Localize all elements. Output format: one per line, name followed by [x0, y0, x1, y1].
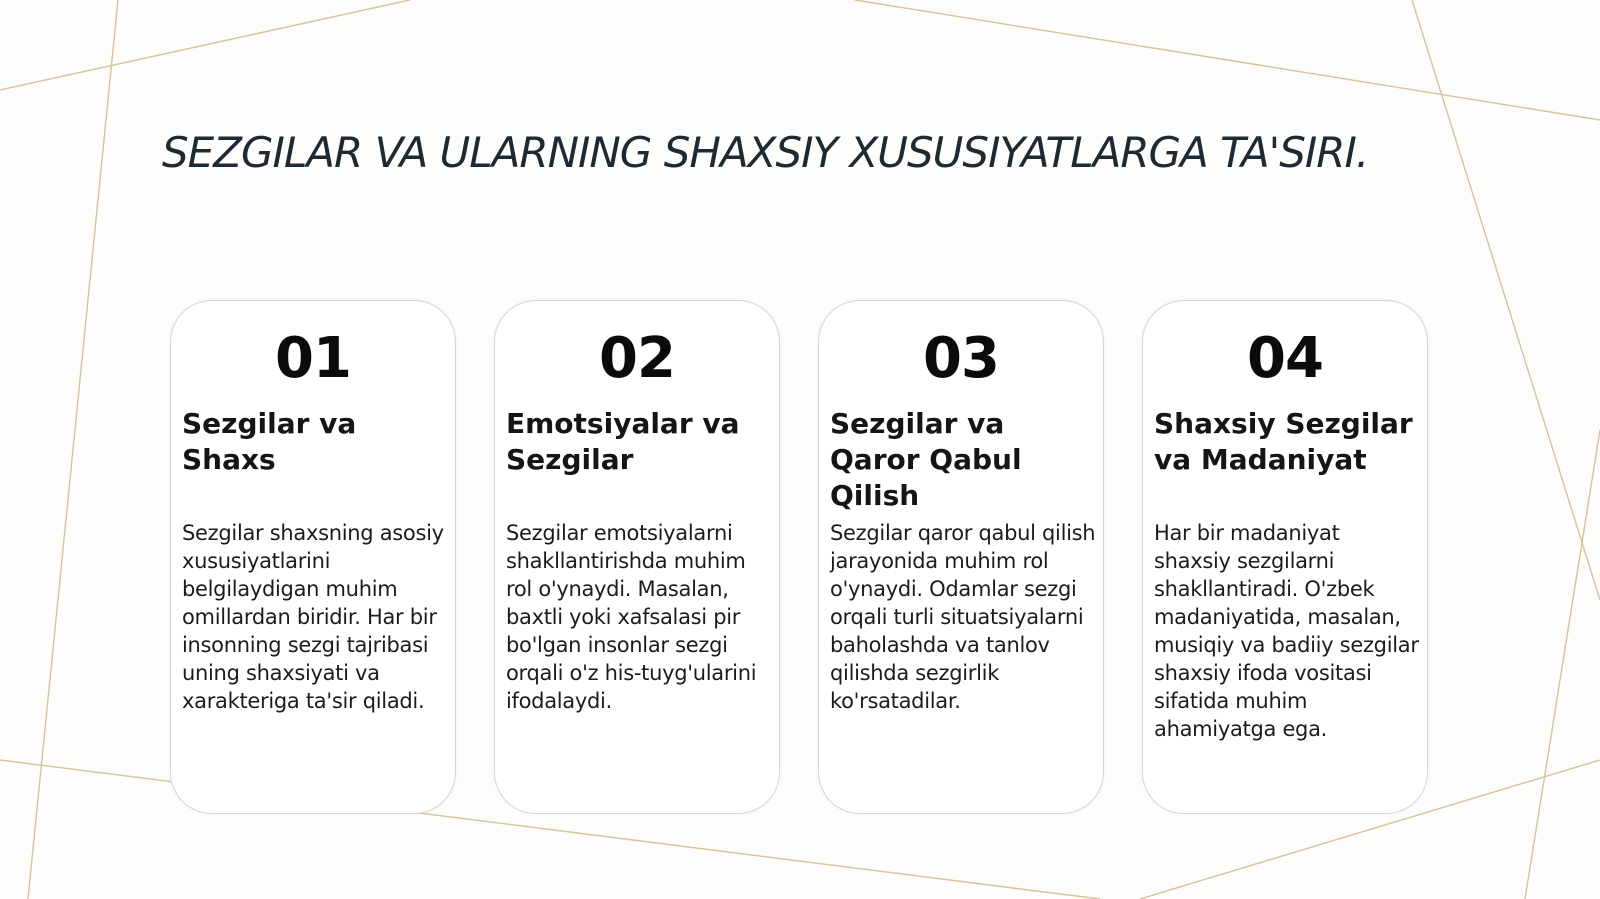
card-02: [494, 300, 780, 814]
slide-title: SEZGILAR VA ULARNING SHAXSIY XUSUSIYATLARGA TA'SIRI.: [162, 128, 1369, 177]
card-body: Sezgilar emotsiyalarni shakllantirishda muhim rol o'ynaydi. Masalan, baxtli yoki xafsalasi pir bo'lgan insonlar sezgi orqali o'z his-tuyg'ularini ifodalaydi.: [506, 521, 757, 713]
card-number: 03: [923, 326, 999, 391]
card-body: Sezgilar qaror qabul qilish jarayonida muhim rol o'ynaydi. Odamlar sezgi orqali turli situatsiyalarni baholashda va tanlov qilishda sezgirlik ko'rsatadilar.: [830, 521, 1096, 713]
card-number: 04: [1247, 326, 1323, 391]
card-heading: Sezgilar va Shaxs: [182, 407, 357, 476]
card-body: Har bir madaniyat shaxsiy sezgilarni shakllantiradi. O'zbek madaniyatida, masalan, musiqiy va badiiy sezgilar shaxsiy ifoda vositasi sifatida muhim ahamiyatga ega.: [1154, 521, 1419, 741]
card-heading: Sezgilar va Qaror Qabul Qilish: [830, 407, 1022, 512]
card-heading: Shaxsiy Sezgilar va Madaniyat: [1154, 407, 1413, 476]
card-04: [1142, 300, 1428, 814]
card-number: 01: [275, 326, 351, 391]
card-body: Sezgilar shaxsning asosiy xususiyatlarini belgilaydigan muhim omillardan biridir. Har bir insonning sezgi tajribasi uning shaxsiyati va xarakteriga ta'sir qiladi.: [182, 521, 444, 713]
card-number: 02: [599, 326, 675, 391]
card-03: [818, 300, 1104, 814]
card-heading: Emotsiyalar va Sezgilar: [506, 407, 740, 476]
card-01: [170, 300, 456, 814]
